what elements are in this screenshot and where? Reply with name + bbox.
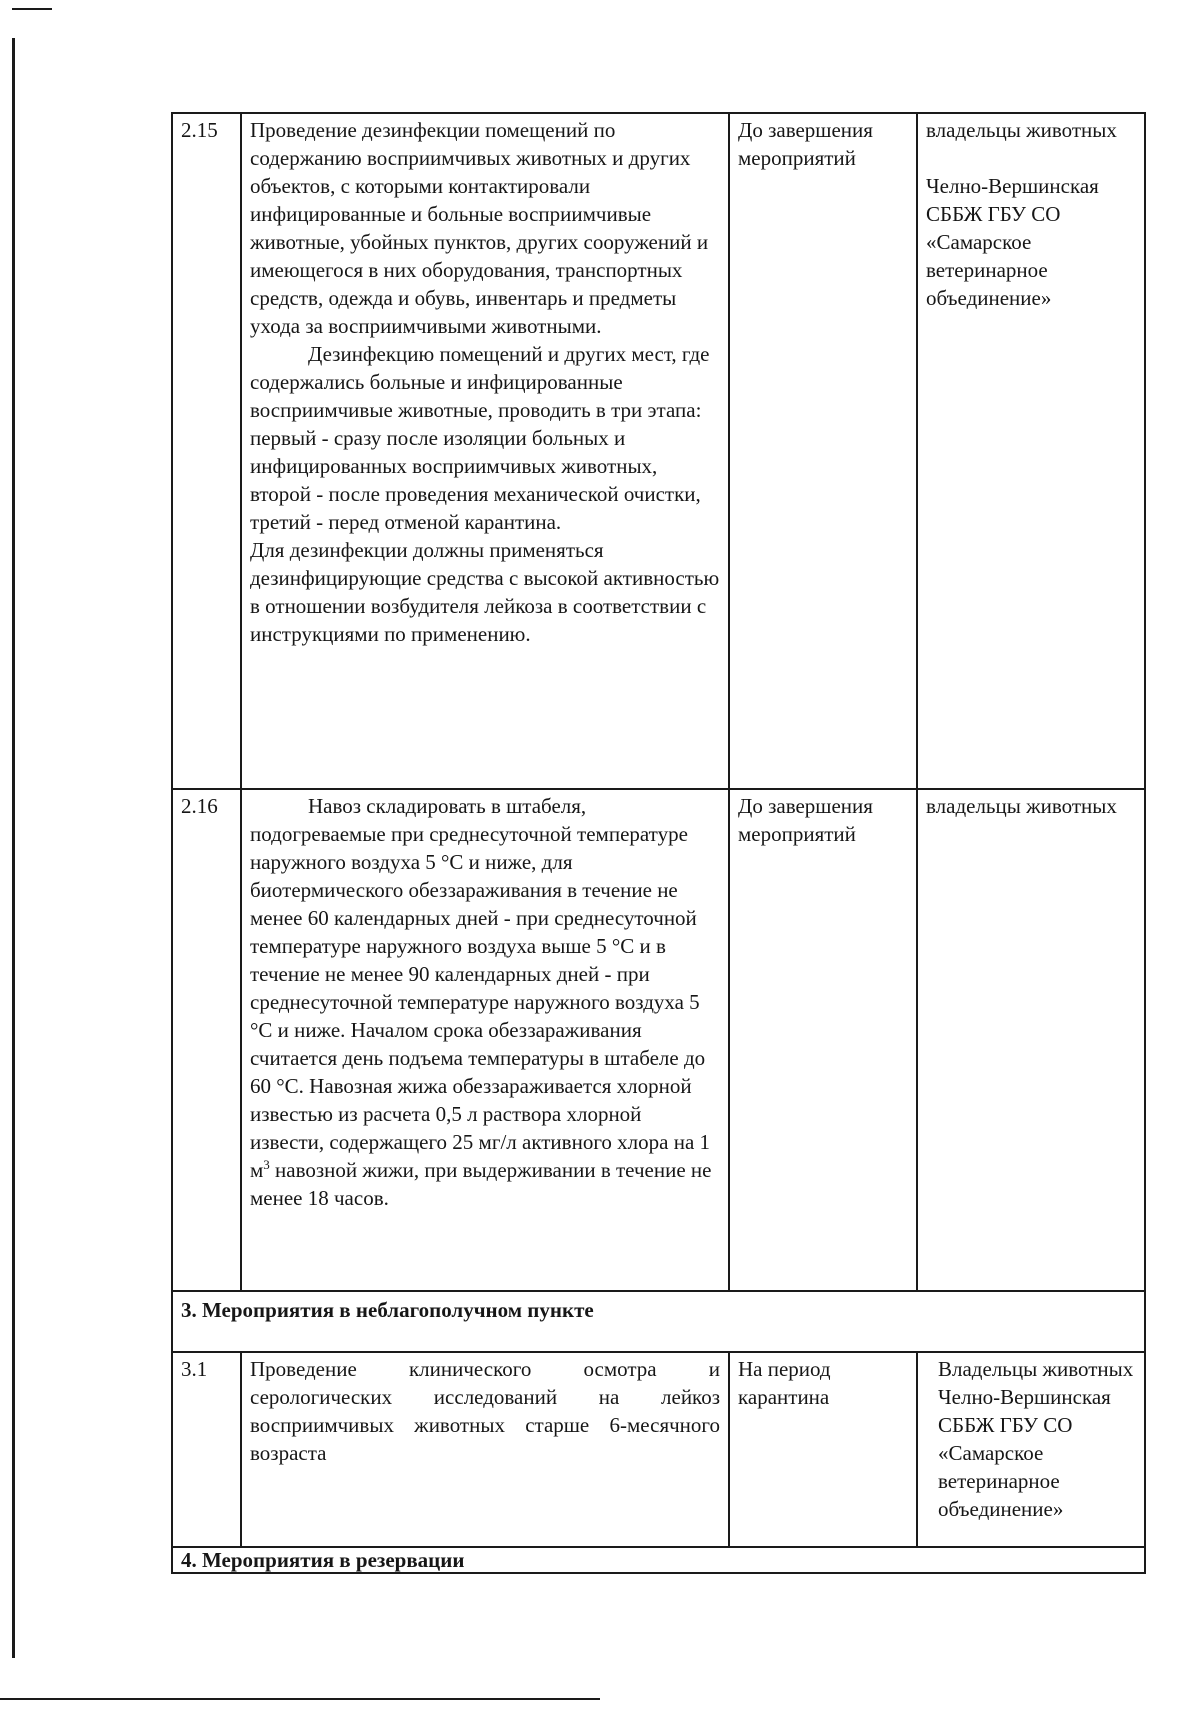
- section-title: 4. Мероприятия в резервации: [172, 1547, 1145, 1573]
- row-number: 3.1: [172, 1352, 241, 1547]
- description-paragraph: Для дезинфекции должны применяться дезинфицирующие средства с высокой активностью в отношении возбудителя лейкоза в соответствии с инструкциями по применению.: [250, 538, 720, 646]
- description-text: Навоз складировать в штабеля, подогреваемые при среднесуточной температуре наружного воздуха 5 °С и ниже, для биотермического обеззараживания в течение не менее 60 календарных дней - при среднесуточной температуре наружного воздуха выше 5 °С и в течение не менее 90 календарных дней - при среднесуточной температуре наружного воздуха 5 °С и ниже. Началом срока обеззараживания считается день подъема температуры в штабеле до 60 °С. Навозная жижа обеззараживается хлорной известью из расчета 0,5 л раствора хлорной извести, содержащего 25 мг/л активного хлора на 1 м: [250, 794, 711, 1182]
- description-text-tail: навозной жижи, при выдерживании в течение не менее 18 часов.: [250, 1158, 712, 1210]
- measure-description: [241, 113, 729, 789]
- description-paragraph: Проведение дезинфекции помещений по содержанию восприимчивых животных и других объектов, с которыми контактировали инфицированные и больные восприимчивые животные, убойных пунктов, других сооружений и имеющегося в них оборудования, транспортных средств, одежда и обувь, инвентарь и предметы ухода за восприимчивыми животными.: [250, 118, 709, 338]
- measure-term: До завершения мероприятий: [729, 789, 917, 1291]
- measures-table: [171, 112, 1146, 1574]
- measure-description: Проведение клинического осмотра и серологических исследований на лейкоз восприимчивых животных старше 6-месячного возраста: [241, 1352, 729, 1547]
- responsible-line: Челно-Вершинская СББЖ ГБУ СО «Самарское ветеринарное объединение»: [926, 174, 1099, 310]
- section-title: 3. Мероприятия в неблагополучном пункте: [172, 1291, 1145, 1352]
- row-number: 2.15: [172, 113, 241, 789]
- section-header-row: [172, 1547, 1145, 1573]
- measure-responsible: владельцы животных: [917, 789, 1145, 1291]
- table-row-2-16: [172, 789, 1145, 1291]
- table-row-3-1: [172, 1352, 1145, 1547]
- measure-responsible: Владельцы животных Челно-Вершинская СББЖ ГБУ СО «Самарское ветеринарное объединение»: [917, 1352, 1145, 1547]
- measure-responsible: [917, 113, 1145, 789]
- table-row-2-15: [172, 113, 1145, 789]
- description-paragraph: Дезинфекцию помещений и других мест, где содержались больные и инфицированные восприимчивые животные, проводить в три этапа: первый - сразу после изоляции больных и инфицированных восприимчивых животных, второй - после проведения механической очистки, третий - перед отменой карантина.: [250, 342, 710, 534]
- measure-term: До завершения мероприятий: [729, 113, 917, 789]
- row-number: 2.16: [172, 789, 241, 1291]
- scan-edge-top-mark: [12, 8, 52, 10]
- measure-term: На период карантина: [729, 1352, 917, 1547]
- description-paragraph: [250, 792, 720, 1212]
- measure-description: [241, 789, 729, 1291]
- superscript-cubed: 3: [263, 1157, 270, 1172]
- scan-edge-bottom: [0, 1698, 600, 1700]
- responsible-line: владельцы животных: [926, 118, 1117, 142]
- scan-edge-left: [12, 38, 15, 1658]
- section-header-row: [172, 1291, 1145, 1352]
